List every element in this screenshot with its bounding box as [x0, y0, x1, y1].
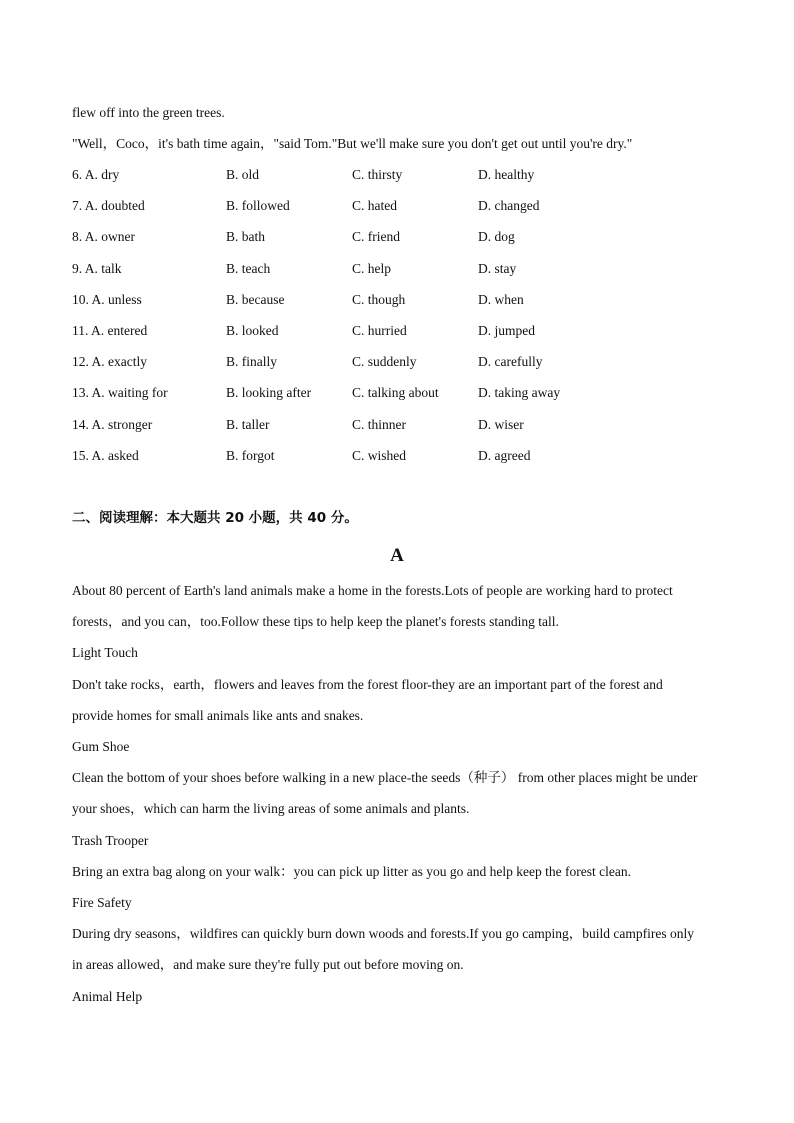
paragraph-line: in areas allowed，and make sure they're fully put out before moving on. [72, 957, 464, 972]
option-c: C. help [352, 261, 391, 276]
option-a: 8. A. owner [72, 229, 135, 244]
option-c: C. hurried [352, 323, 407, 338]
question-row-6 [72, 166, 732, 184]
option-b: B. taller [226, 417, 270, 432]
option-d: D. changed [478, 198, 540, 213]
question-row-7 [72, 197, 732, 215]
question-row-10 [72, 291, 732, 309]
option-d: D. healthy [478, 167, 535, 182]
paragraph-line: provide homes for small animals like ants and snakes. [72, 708, 364, 723]
option-b: B. looking after [226, 385, 312, 400]
question-row-12 [72, 353, 732, 371]
option-b: B. looked [226, 323, 279, 338]
option-a: 7. A. doubted [72, 198, 145, 213]
option-c: C. suddenly [352, 354, 417, 369]
option-d: D. stay [478, 261, 517, 276]
option-b: B. teach [226, 261, 271, 276]
option-c: C. talking about [352, 385, 439, 400]
option-c: C. though [352, 292, 406, 307]
option-d: D. carefully [478, 354, 543, 369]
paragraph-line: your shoes，which can harm the living areas of some animals and plants. [72, 801, 470, 816]
option-d: D. dog [478, 229, 515, 244]
story-line-2: "Well，Coco，it's bath time again，"said Tom."But we'll make sure you don't get out until you're dry." [72, 136, 633, 151]
option-d: D. taking away [478, 385, 561, 400]
question-row-11 [72, 322, 732, 340]
option-a: 12. A. exactly [72, 354, 147, 369]
option-c: C. hated [352, 198, 397, 213]
option-c: C. thirsty [352, 167, 403, 182]
option-a: 9. A. talk [72, 261, 122, 276]
paragraph-line: About 80 percent of Earth's land animals make a home in the forests.Lots of people are working hard to protect [72, 583, 673, 598]
option-d: D. when [478, 292, 524, 307]
paragraph-line: Bring an extra bag along on your walk：you can pick up litter as you go and help keep the forest clean. [72, 864, 631, 879]
option-b: B. because [226, 292, 285, 307]
option-b: B. forgot [226, 448, 275, 463]
question-row-9 [72, 260, 732, 278]
question-row-13 [72, 384, 732, 402]
question-row-15 [72, 447, 732, 465]
subheading-animal-help: Animal Help [72, 989, 143, 1004]
subheading-gum-shoe: Gum Shoe [72, 739, 130, 754]
option-c: C. friend [352, 229, 400, 244]
paragraph-line: Don't take rocks，earth，flowers and leaves from the forest floor-they are an important part of the forest and [72, 677, 663, 692]
option-d: D. wiser [478, 417, 524, 432]
subheading-light-touch: Light Touch [72, 645, 138, 660]
paragraph-line: During dry seasons，wildfires can quickly burn down woods and forests.If you go camping，build campfires only [72, 926, 695, 941]
question-row-8 [72, 228, 732, 246]
option-b: B. followed [226, 198, 290, 213]
option-a: 6. A. dry [72, 167, 120, 182]
option-c: C. wished [352, 448, 406, 463]
paragraph-line: Clean the bottom of your shoes before walking in a new place-the seeds（种子） from other places might be under [72, 770, 698, 785]
option-a: 15. A. asked [72, 448, 139, 463]
paragraph-line: forests，and you can，too.Follow these tips to help keep the planet's forests standing tall. [72, 614, 559, 629]
option-c: C. thinner [352, 417, 406, 432]
option-d: D. jumped [478, 323, 535, 338]
option-b: B. old [226, 167, 260, 182]
story-line-1: flew off into the green trees. [72, 105, 225, 120]
question-row-14 [72, 416, 732, 434]
subheading-trash-trooper: Trash Trooper [72, 833, 149, 848]
option-a: 13. A. waiting for [72, 385, 168, 400]
option-a: 11. A. entered [72, 323, 148, 338]
section-heading: 二、阅读理解：本大题共 20 小题，共 40 分。 [72, 510, 358, 526]
option-a: 10. A. unless [72, 292, 142, 307]
option-b: B. bath [226, 229, 265, 244]
passage-title: A [390, 545, 404, 566]
option-a: 14. A. stronger [72, 417, 153, 432]
subheading-fire-safety: Fire Safety [72, 895, 132, 910]
option-d: D. agreed [478, 448, 531, 463]
option-b: B. finally [226, 354, 277, 369]
